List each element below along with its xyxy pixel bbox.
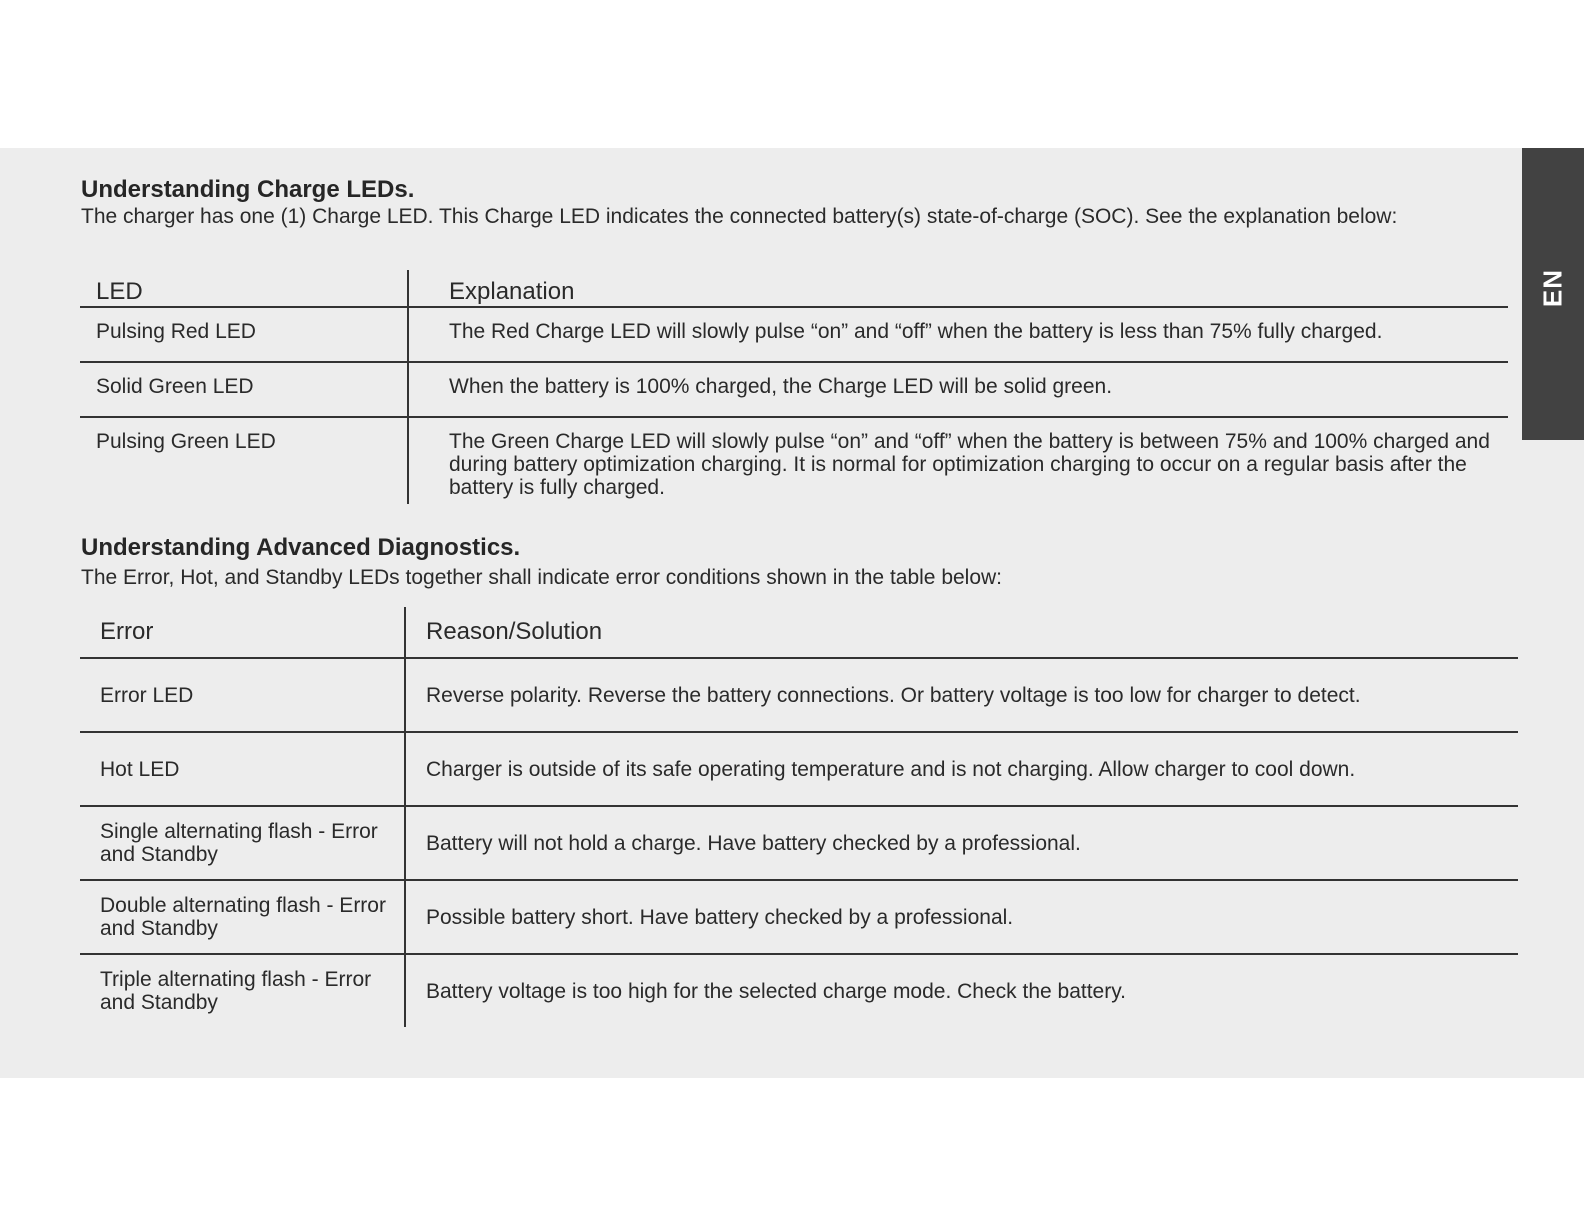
explanation-cell: The Green Charge LED will slowly pulse “on” and “off” when the battery is between 75% and 100% charged and during battery optimization charging. It is normal for optimization charging to occur on a regular basis after the battery is fully charged. [449,430,1490,499]
error-name-cell: Double alternating flash - Error and Standby [80,880,405,954]
table-row [80,954,1518,1027]
column-header-reason-solution: Reason/Solution [405,607,1518,658]
column-header-explanation: Explanation [408,270,1508,307]
language-tab-label: EN [1537,268,1568,308]
advanced-diagnostics-intro: The Error, Hot, and Standby LEDs together shall indicate error conditions shown in the table below: [81,566,1003,589]
reason-cell: Charger is outside of its safe operating temperature and is not charging. Allow charger to cool down. [405,732,1518,806]
advanced-diagnostics-heading: Understanding Advanced Diagnostics. [81,534,521,561]
reason-cell: Possible battery short. Have battery checked by a professional. [405,880,1518,954]
table-row [80,806,1518,880]
table-row [80,362,1508,417]
error-name-cell: Hot LED [80,732,405,806]
column-header-error: Error [80,607,405,658]
table-row [80,880,1518,954]
error-name-cell: Triple alternating flash - Error and Standby [80,954,405,1027]
reason-cell: Reverse polarity. Reverse the battery connections. Or battery voltage is too low for charger to detect. [405,658,1518,732]
table-row [80,658,1518,732]
reason-cell: Battery will not hold a charge. Have battery checked by a professional. [405,806,1518,880]
led-name-cell: Pulsing Green LED [80,417,408,504]
reason-cell: Battery voltage is too high for the selected charge mode. Check the battery. [426,979,1127,1003]
table-header-row [80,607,1518,658]
error-name-cell: Error LED [80,658,405,732]
language-tab [1522,148,1584,440]
table-row [80,307,1508,362]
table-header-row [80,270,1508,307]
explanation-cell: When the battery is 100% charged, the Charge LED will be solid green. [408,362,1508,417]
error-name-cell: Single alternating flash - Error and Standby [80,806,405,880]
column-header-led: LED [80,270,408,307]
led-name-cell: Pulsing Red LED [80,307,408,362]
charge-leds-intro: The charger has one (1) Charge LED. This Charge LED indicates the connected battery(s) state-of-charge (SOC). See the explanation below: [81,205,1398,228]
diagnostics-table [80,607,1518,1027]
led-name-cell: Solid Green LED [80,362,408,417]
charge-leds-heading: Understanding Charge LEDs. [81,176,415,203]
table-row [80,417,1508,504]
table-row [80,732,1518,806]
charge-led-table [80,270,1508,504]
explanation-cell: The Red Charge LED will slowly pulse “on” and “off” when the battery is less than 75% fully charged. [408,307,1508,362]
